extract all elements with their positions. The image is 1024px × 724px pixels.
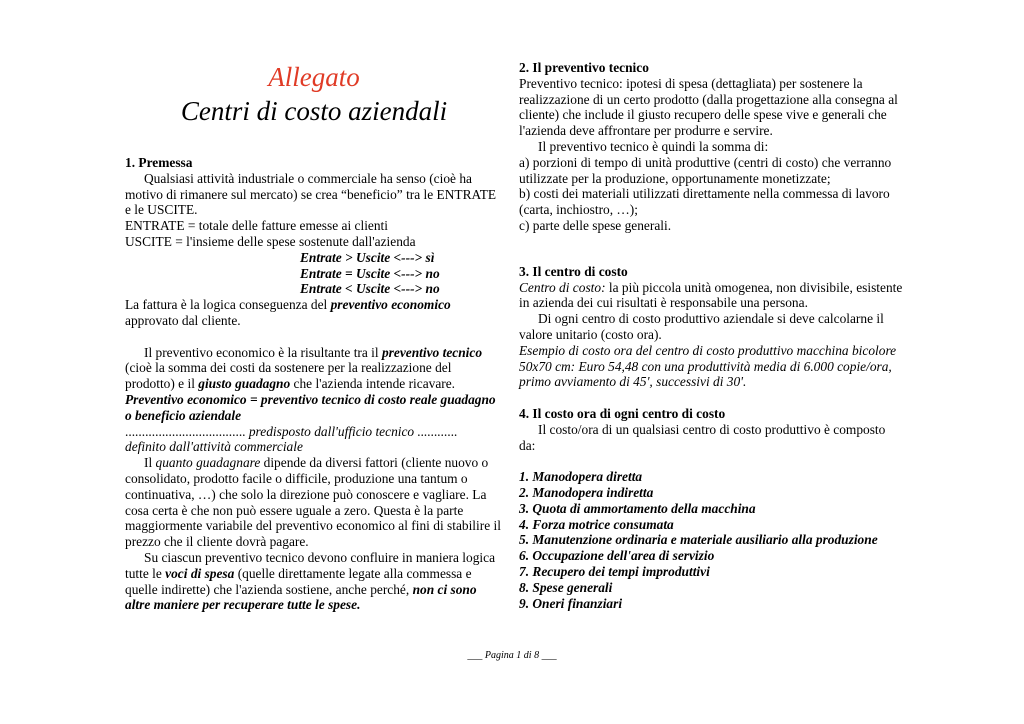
dotted-leader: .................................... bbox=[125, 423, 246, 439]
list-item: 9. Oneri finanziari bbox=[519, 595, 623, 611]
list-item: 2. Manodopera indiretta bbox=[519, 484, 654, 500]
formula-greater: Entrate > Uscite <---> sì bbox=[300, 249, 435, 265]
preventivo-economico-paragraph bbox=[125, 345, 503, 392]
text-run: (cioè la somma dei costi da sostenere per la realizzazione del prodotto) e il bbox=[125, 360, 452, 392]
text-run: dipende da diversi fattori (cliente nuovo o consolidato, prodotto facile o difficile, produzione una tantum o continuativa, …) che solo la direzione può conoscere e vagliare. La cosa certa è che non può essere uguale a zero. Questa è la parte maggiormente variabile del preventivo economico al fini di stabilire il prezzo che il cliente dovrà pagare. bbox=[125, 455, 501, 550]
costo-ora-example: Esempio di costo ora del centro di costo produttivo macchina bicolore 50x70 cm: Euro 54,48 con una produttività media di 6.000 copie/ora, primo avviamento di 45', successivi di 30'. bbox=[519, 342, 897, 390]
voci-di-spesa-paragraph bbox=[125, 550, 503, 613]
preventivo-tecnico-definition: Preventivo tecnico: ipotesi di spesa (dettagliata) per sostenere la realizzazione di un certo prodotto (dalla progettazione alla consegna al cliente) che include il giusto recupero delle spese vive e generali che l'azienda deve affrontare per produrre e servire. bbox=[519, 75, 898, 139]
title-block bbox=[125, 60, 503, 128]
text-run: La fattura è la logica conseguenza del bbox=[125, 297, 331, 313]
text-run: (quelle direttamente legate alla commessa e quelle indirette) che l'azienda sostiene, anche perché, bbox=[125, 565, 472, 597]
emphasis-voci-di-spesa: voci di spesa bbox=[165, 565, 235, 581]
list-item: 8. Spese generali bbox=[519, 579, 613, 595]
title-allegato: Allegato bbox=[268, 62, 360, 92]
quanto-guadagnare-paragraph bbox=[125, 455, 503, 550]
term-centro-di-costo: Centro di costo: bbox=[519, 279, 606, 295]
ufficio-tecnico-note: predisposto dall'ufficio tecnico ............ bbox=[245, 423, 458, 439]
text-run: approvato dal cliente. bbox=[125, 312, 241, 328]
centro-di-costo-definition bbox=[519, 280, 904, 312]
costo-ora-composition-intro: Il costo/ora di un qualsiasi centro di costo produttivo è composto da: bbox=[519, 421, 886, 453]
ufficio-tecnico-line bbox=[125, 424, 503, 440]
list-item-b: b) costi dei materiali utilizzati direttamente nella commessa di lavoro (carta, inchiostro, …); bbox=[519, 186, 890, 218]
text-run: Il bbox=[144, 455, 156, 471]
formula-equal: Entrate = Uscite <---> no bbox=[300, 265, 440, 281]
formula-less: Entrate < Uscite <---> no bbox=[300, 281, 440, 297]
fattura-paragraph bbox=[125, 297, 503, 329]
list-item: 4. Forza motrice consumata bbox=[519, 516, 674, 532]
list-item-c: c) parte delle spese generali. bbox=[519, 217, 672, 233]
list-item: 7. Recupero dei tempi improduttivi bbox=[519, 563, 710, 579]
uscite-definition: USCITE = l'insieme delle spese sostenute dall'azienda bbox=[125, 233, 416, 249]
left-column bbox=[125, 60, 503, 613]
premessa-paragraph: Qualsiasi attività industriale o commerciale ha senso (cioè ha motivo di rimanere sul mercato) se crea “beneficio” tra le ENTRATE e le USCITE. bbox=[125, 170, 497, 218]
page-title: Centri di costo aziendali bbox=[180, 96, 448, 126]
emphasis-preventivo-tecnico: preventivo tecnico bbox=[381, 344, 483, 360]
list-item: 5. Manutenzione ordinaria e materiale ausiliario alla produzione bbox=[519, 532, 878, 548]
text-run: che l'azienda intende ricavare. bbox=[290, 376, 456, 392]
section-heading-centro-di-costo: 3. Il centro di costo bbox=[519, 263, 628, 279]
section-heading-preventivo-tecnico: 2. Il preventivo tecnico bbox=[519, 60, 649, 75]
page-footer: ___ Pagina 1 di 8 ___ bbox=[467, 650, 557, 661]
costo-ora-paragraph: Di ogni centro di costo produttivo aziendale si deve calcolarne il valore unitario (costo ora). bbox=[519, 311, 884, 342]
right-column bbox=[519, 60, 904, 611]
list-item: 1. Manodopera diretta bbox=[519, 469, 643, 485]
attivita-commerciale-note: definito dall'attività commerciale bbox=[125, 439, 303, 455]
text-run: Su ciascun preventivo tecnico devono confluire in maniera logica tutte le bbox=[125, 549, 496, 581]
emphasis-preventivo-economico: preventivo economico bbox=[330, 297, 451, 313]
text-run: Il preventivo economico è la risultante tra il bbox=[144, 344, 382, 360]
formula-preventivo-economico: Preventivo economico = preventivo tecnico di costo reale guadagno o beneficio aziendale bbox=[125, 391, 496, 423]
list-item-a: a) porzioni di tempo di unità produttive (centri di costo) che verranno utilizzate per la produzione, opportunamente monetizzate; bbox=[519, 154, 892, 186]
list-item: 3. Quota di ammortamento della macchina bbox=[519, 500, 756, 516]
list-item: 6. Occupazione dell'area di servizio bbox=[519, 548, 715, 564]
somma-intro: Il preventivo tecnico è quindi la somma di: bbox=[538, 138, 769, 154]
emphasis-giusto-guadagno: giusto guadagno bbox=[198, 376, 291, 392]
section-heading-premessa: 1. Premessa bbox=[125, 155, 193, 170]
section-heading-costo-ora: 4. Il costo ora di ogni centro di costo bbox=[519, 405, 726, 421]
text-run: la più piccola unità omogenea, non divisibile, esistente in azienda dei cui risultati è responsabile una persona. bbox=[519, 279, 903, 311]
entrate-definition: ENTRATE = totale delle fatture emesse ai clienti bbox=[125, 218, 388, 234]
emphasis-quanto-guadagnare: quanto guadagnare bbox=[155, 455, 261, 471]
emphasis-recupero-spese: non ci sono altre maniere per recuperare tutte le spese. bbox=[125, 581, 477, 613]
